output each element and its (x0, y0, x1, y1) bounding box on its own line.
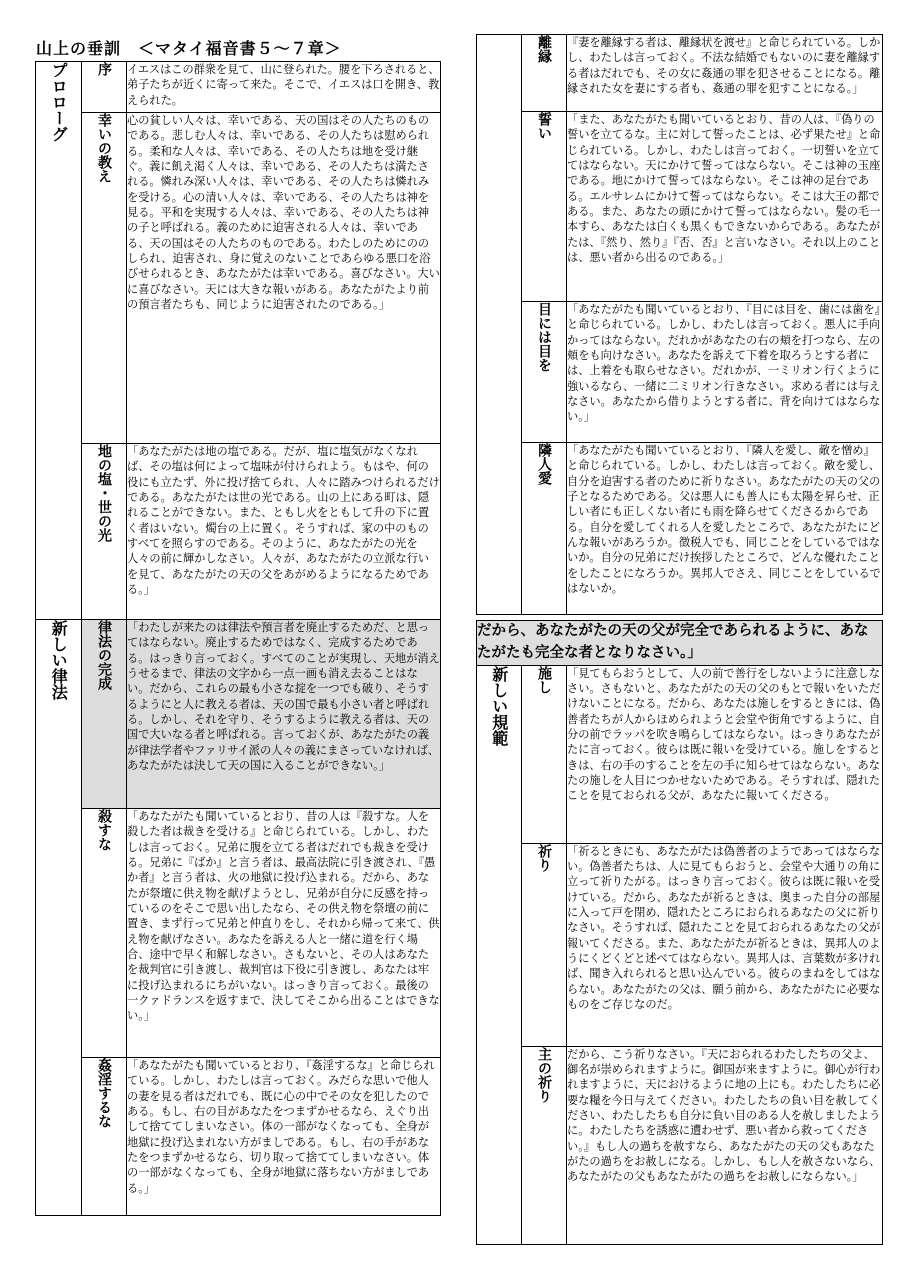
row-text-divorce: 『妻を離縁する者は、離縁状を渡せ』と命じられている。しかし、わたしは言っておく。不法な結婚でもないのに妻を離縁する者はだれでも、その女に姦通の罪を犯させることになる。離縁された女を妻にする者も、姦通の罪を犯すことになる。」 (567, 35, 883, 112)
row-text-eye-for-eye: 「あなたがたも聞いているとおり、『目には目を、歯には歯を』と命じられている。しかし、わたしは言っておく。悪人に手向かってはならない。だれかがあなたの右の頬を打つなら、左の頬をも向けなさい。あなたを訴えて下着を取ろうとする者には、上着をも取らせなさい。だれかが、一ミリオン行くように強いるなら、一緒に二ミリオン行きなさい。求める者には与えなさい。あなたから借りようとする者に、背を向けてはならない。」 (567, 302, 883, 443)
section-new-law: 新しい律法 (36, 620, 82, 1216)
row-label-divorce: 離縁 (522, 35, 567, 112)
left-table (35, 61, 441, 1216)
right-bottom-table (476, 620, 883, 1245)
row-text-jo: イエスはこの群衆を見て、山に登られた。腰を下ろされると、弟子たちが近くに寄って来た。そこで、イエスは口を開き、教えられた。 (127, 62, 441, 113)
row-label-beatitudes: 幸いの教え (82, 113, 127, 444)
row-text-alms: 「見てもらおうとして、人の前で善行をしないように注意しなさい。さもないと、あなたがたの天の父のもとで報いをいただけないことになる。だから、あなたは施しをするときには、偽善者たちが人からほめられようと会堂や街角でするように、自分の前でラッパを吹き鳴らしてはならない。はっきりあなたがたに言っておく。彼らは既に報いを受けている。施しをするときは、右の手のすることを左の手に知らせてはならない。あなたの施しを人目につかせないためである。そうすれば、隠れたことを見ておられる父が、あなたに報いてくださる。 (567, 665, 883, 843)
row-label-salt-light: 地の塩・世の光 (82, 444, 127, 620)
row-text-murder: 「あなたがたも聞いているとおり、昔の人は『殺すな。人を殺した者は裁きを受ける』と命じられている。しかし、わたしは言っておく。兄弟に腹を立てる者はだれでも裁きを受ける。兄弟に『ばか』と言う者は、最高法院に引き渡され、『愚か者』と言う者は、火の地獄に投げ込まれる。だから、あなたが祭壇に供え物を献げようとし、兄弟が自分に反感を持っているのをそこで思い出したなら、その供え物を祭壇の前に置き、まず行って兄弟と仲直りをし、それから帰って来て、供え物を献げなさい。あなたを訴える人と一緒に道を行く場合、途中で早く和解しなさい。さもないと、その人はあなたを裁判官に引き渡し、裁判官は下役に引き渡し、あなたは牢に投げ込まれるにちがいない。はっきり言っておく。最後の一クァドランスを返すまで、決してそこから出ることはできない。」 (127, 809, 441, 1058)
row-label-lords-prayer: 主の祈り (522, 1046, 567, 1244)
row-label-murder: 殺すな (82, 809, 127, 1058)
row-label-oaths: 誓い (522, 112, 567, 302)
row-label-eye-for-eye: 目には目を (522, 302, 567, 443)
row-text-lords-prayer: だから、こう祈りなさい。『天におられるわたしたちの父よ、御名が崇められますように。御国が来ますように。御心が行われますように、天におけるように地の上にも。わたしたちに必要な糧を今日与えてください。わたしたちの負い目を赦してください、わたしたちも自分に負い目のある人を赦しましたように。わたしたちを誘惑に遭わせず、悪い者から救ってください。』もし人の過ちを赦すなら、あなたがたの天の父もあなたがたの過ちをお赦しになる。しかし、もし人を赦さないなら、あなたがたの父もあなたがたの過ちをお赦しにならない。」 (567, 1046, 883, 1244)
spacer-cell (477, 35, 522, 615)
row-label-prayer: 祈り (522, 843, 567, 1046)
section-new-norms: 新しい規範 (477, 665, 522, 1244)
row-text-salt-light: 「あなたがたは地の塩である。だが、塩に塩気がなくなれば、その塩は何によって塩味が付けられよう。もはや、何の役にも立たず、外に投げ捨てられ、人々に踏みつけられるだけである。あなたがたは世の光である。山の上にある町は、隠れることができない。また、ともし火をともして升の下に置く者はいない。燭台の上に置く。そうすれば、家の中のものすべてを照らすのである。そのように、あなたがたの光を人々の前に輝かしなさい。人々が、あなたがたの立派な行いを見て、あなたがたの天の父をあがめるようになるためである。」 (127, 444, 441, 620)
banner-perfect: だから、あなたがたの天の父が完全であられるように、あなたがたも完全な者となりなさい。」 (477, 621, 883, 666)
row-label-alms: 施し (522, 665, 567, 843)
row-label-adultery: 姦淫するな (82, 1058, 127, 1216)
row-label-jo: 序 (82, 62, 127, 113)
row-text-oaths: 「また、あなたがたも聞いているとおり、昔の人は、『偽りの誓いを立てるな。主に対して誓ったことは、必ず果たせ』と命じられている。しかし、わたしは言っておく。一切誓いを立ててはならない。天にかけて誓ってはならない。そこは神の玉座である。地にかけて誓ってはならない。そこは神の足台である。エルサレムにかけて誓ってはならない。そこは大王の都である。また、あなたの頭にかけて誓ってはならない。髪の毛一本すら、あなたは白くも黒くもできないからである。あなたがたは、『然り、然り』『否、否』と言いなさい。それ以上のことは、悪い者から出るのである。」 (567, 112, 883, 302)
row-text-prayer: 「祈るときにも、あなたがたは偽善者のようであってはならない。偽善者たちは、人に見てもらおうと、会堂や大通りの角に立って祈りたがる。はっきり言っておく。彼らは既に報いを受けている。だから、あなたが祈るときは、奥まった自分の部屋に入って戸を閉め、隠れたところにおられるあなたの父に祈りなさい。そうすれば、隠れたことを見ておられるあなたの父が報いてくださる。また、あなたがたが祈るときは、異邦人のようにくどくどと述べてはならない。異邦人は、言葉数が多ければ、聞き入れられると思い込んでいる。彼らのまねをしてはならない。あなたがたの父は、願う前から、あなたがたに必要なものをご存じなのだ。 (567, 843, 883, 1046)
row-text-love-neighbor: 「あなたがたも聞いているとおり、『隣人を愛し、敵を憎め』と命じられている。しかし、わたしは言っておく。敵を愛し、自分を迫害する者のために祈りなさい。あなたがたの天の父の子となるためである。父は悪人にも善人にも太陽を昇らせ、正しい者にも正しくない者にも雨を降らせてくださるからである。自分を愛してくれる人を愛したところで、あなたがたにどんな報いがあろうか。徴税人でも、同じことをしているではないか。自分の兄弟にだけ挨拶したところで、どんな優れたことをしたことになろうか。異邦人でさえ、同じことをしているではないか。 (567, 443, 883, 615)
row-label-fulfillment: 律法の完成 (82, 620, 127, 809)
row-text-fulfillment: 「わたしが来たのは律法や預言者を廃止するためだ、と思ってはならない。廃止するためではなく、完成するためである。はっきり言っておく。すべてのことが実現し、天地が消えうせるまで、律法の文字から一点一画も消え去ることはない。だから、これらの最も小さな掟を一つでも破り、そうするようにと人に教える者は、天の国で最も小さい者と呼ばれる。しかし、それを守り、そうするように教える者は、天の国で大いなる者と呼ばれる。言っておくが、あなたがたの義が律法学者やファリサイ派の人々の義にまさっていなければ、あなたがたは決して天の国に入ることができない。」 (127, 620, 441, 809)
row-label-love-neighbor: 隣人愛 (522, 443, 567, 615)
section-prologue: プロローグ (36, 62, 82, 620)
row-text-adultery: 「あなたがたも聞いているとおり、『姦淫するな』と命じられている。しかし、わたしは言っておく。みだらな思いで他人の妻を見る者はだれでも、既に心の中でその女を犯したのである。もし、右の目があなたをつまずかせるなら、えぐり出して捨ててしまいなさい。体の一部がなくなっても、全身が地獄に投げ込まれない方がましである。もし、右の手があなたをつまずかせるなら、切り取って捨ててしまいなさい。体の一部がなくなっても、全身が地獄に落ちない方がましである。」 (127, 1058, 441, 1216)
page-title: 山上の垂訓 ＜マタイ福音書５～７章＞ (36, 39, 342, 58)
row-text-beatitudes: 心の貧しい人々は、幸いである、天の国はその人たちのものである。悲しむ人々は、幸いである、その人たちは慰められる。柔和な人々は、幸いである、その人たちは地を受け継ぐ。義に飢え渇く人々は、幸いである、その人たちは満たされる。憐れみ深い人々は、幸いである、その人たちは憐れみを受ける。心の清い人々は、幸いである、その人たちは神を見る。平和を実現する人々は、幸いである、その人たちは神の子と呼ばれる。義のために迫害される人々は、幸いである、天の国はその人たちのものである。わたしのためにののしられ、迫害され、身に覚えのないことであらゆる悪口を浴びせられるとき、あなたがたは幸いである。喜びなさい。大いに喜びなさい。天には大きな報いがある。あなたがたより前の預言者たちも、同じように迫害されたのである。」 (127, 113, 441, 444)
right-top-table (476, 34, 883, 615)
